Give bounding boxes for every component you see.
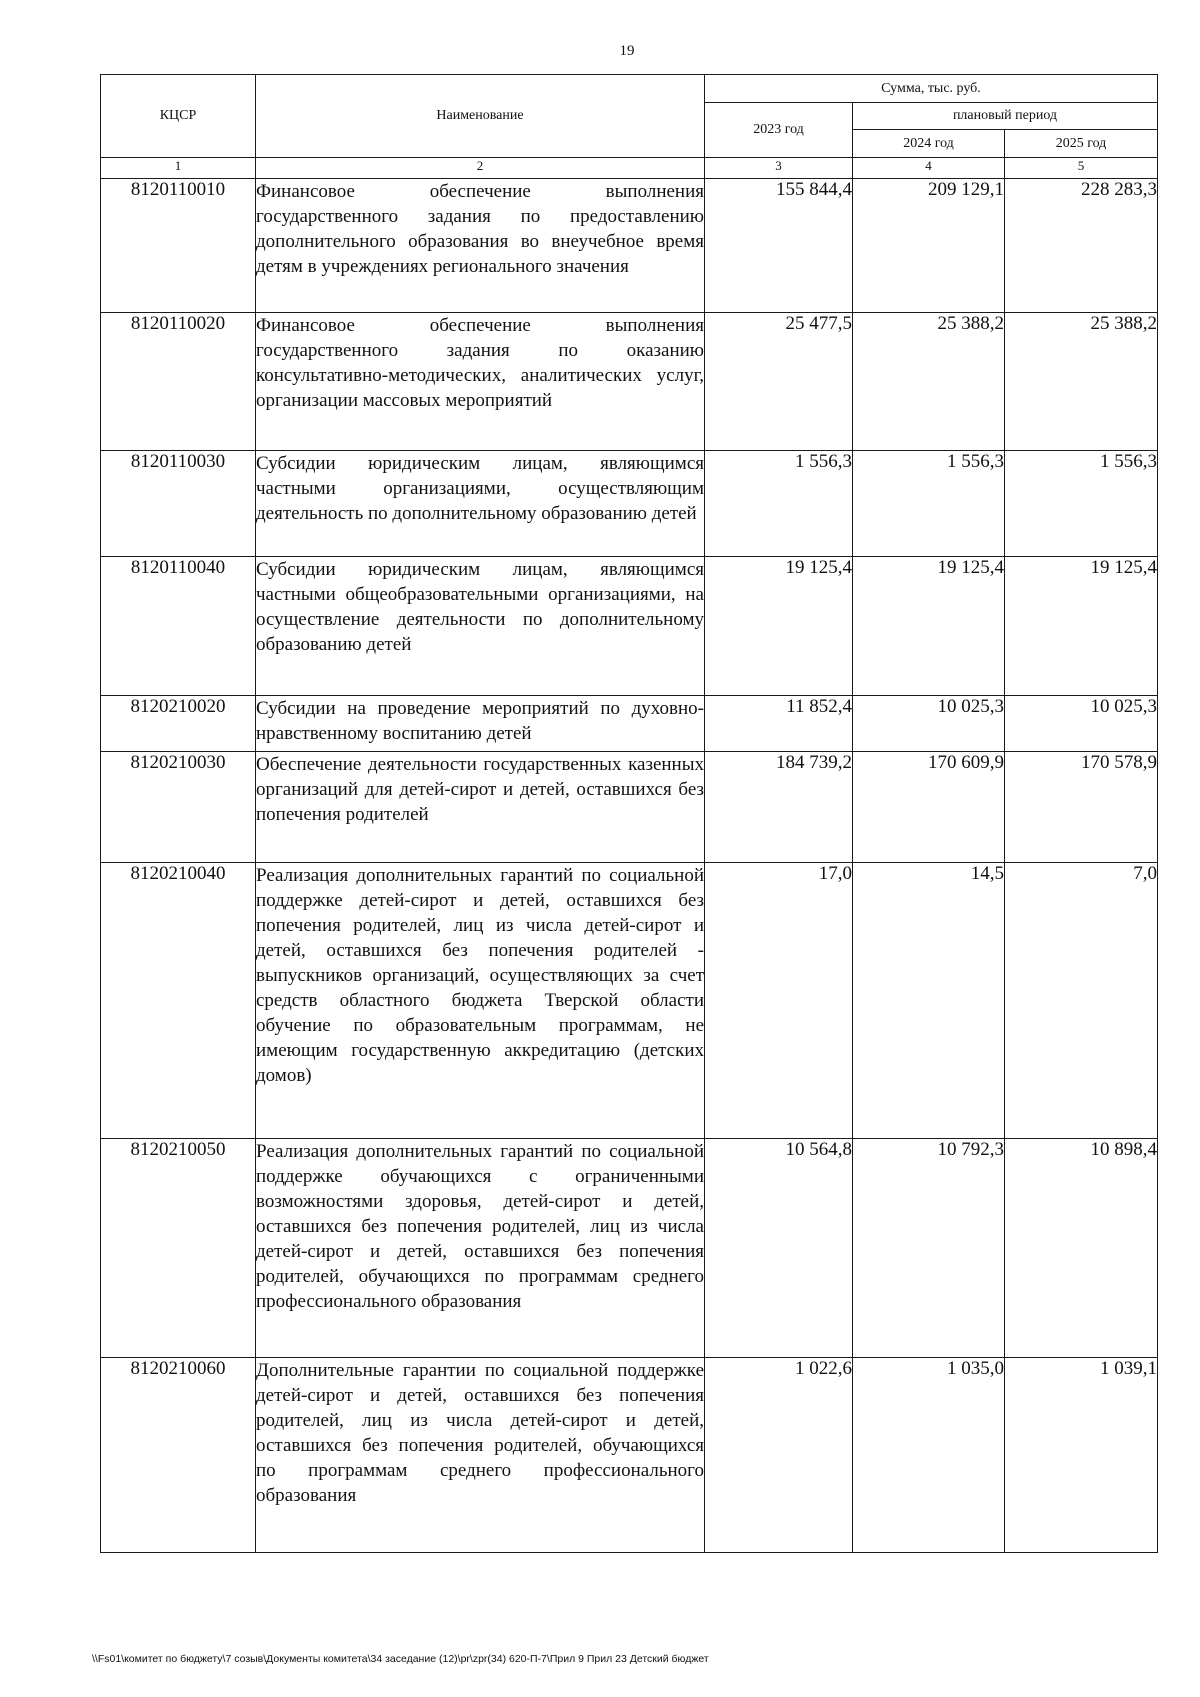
- row-value-2023: 184 739,2: [705, 752, 853, 863]
- row-value-2023: 1 022,6: [705, 1358, 853, 1553]
- row-value-2025: 25 388,2: [1005, 313, 1158, 451]
- row-value-2025: 10 025,3: [1005, 696, 1158, 752]
- row-value-2024: 14,5: [853, 863, 1005, 1139]
- table-row: [101, 1139, 1158, 1358]
- row-value-2024: 19 125,4: [853, 557, 1005, 696]
- header-code: КЦСР: [101, 75, 256, 158]
- column-number: 3: [705, 158, 853, 179]
- table-row: [101, 1358, 1158, 1553]
- row-name: Субсидии юридическим лицам, являющимся частными организациями, осуществляющим деятельность по дополнительному образованию детей: [256, 451, 705, 557]
- row-value-2024: 1 556,3: [853, 451, 1005, 557]
- row-value-2025: 10 898,4: [1005, 1139, 1158, 1358]
- row-value-2024: 25 388,2: [853, 313, 1005, 451]
- row-value-2023: 10 564,8: [705, 1139, 853, 1358]
- row-value-2024: 1 035,0: [853, 1358, 1005, 1553]
- row-name: Реализация дополнительных гарантий по социальной поддержке детей-сирот и детей, оставшихся без попечения родителей, лиц из числа детей-сирот и детей, оставшихся без попечения родителей - выпускников организаций, осуществляющих за счет средств областного бюджета Тверской области обучение по образовательным программам, не имеющим государственную аккредитацию (детских домов): [256, 863, 705, 1139]
- table-row: [101, 863, 1158, 1139]
- row-value-2025: 170 578,9: [1005, 752, 1158, 863]
- table-row: [101, 313, 1158, 451]
- row-code: 8120110020: [101, 313, 256, 451]
- row-value-2025: 19 125,4: [1005, 557, 1158, 696]
- row-name: Субсидии на проведение мероприятий по духовно-нравственному воспитанию детей: [256, 696, 705, 752]
- header-year-2023: 2023 год: [705, 103, 853, 158]
- row-code: 8120210050: [101, 1139, 256, 1358]
- table-body: [101, 158, 1158, 1553]
- row-value-2023: 1 556,3: [705, 451, 853, 557]
- header-amount: Сумма, тыс. руб.: [705, 75, 1158, 103]
- column-number: 5: [1005, 158, 1158, 179]
- row-code: 8120110040: [101, 557, 256, 696]
- table-row: [101, 752, 1158, 863]
- row-name: Субсидии юридическим лицам, являющимся частными общеобразовательными организациями, на осуществление деятельности по дополнительному образованию детей: [256, 557, 705, 696]
- row-value-2023: 25 477,5: [705, 313, 853, 451]
- row-code: 8120210060: [101, 1358, 256, 1553]
- budget-table: [100, 74, 1158, 1553]
- column-number-row: [101, 158, 1158, 179]
- row-value-2025: 7,0: [1005, 863, 1158, 1139]
- table-row: [101, 451, 1158, 557]
- row-code: 8120110030: [101, 451, 256, 557]
- row-value-2023: 17,0: [705, 863, 853, 1139]
- row-code: 8120210020: [101, 696, 256, 752]
- table-row: [101, 179, 1158, 313]
- row-value-2024: 209 129,1: [853, 179, 1005, 313]
- header-name: Наименование: [256, 75, 705, 158]
- row-value-2025: 1 039,1: [1005, 1358, 1158, 1553]
- row-value-2023: 11 852,4: [705, 696, 853, 752]
- row-name: Реализация дополнительных гарантий по социальной поддержке обучающихся с ограниченными возможностями здоровья, детей-сирот и детей, оставшихся без попечения родителей, лиц из числа детей-сирот и детей, оставшихся без попечения родителей, обучающихся по программам среднего профессионального образования: [256, 1139, 705, 1358]
- row-value-2023: 19 125,4: [705, 557, 853, 696]
- header-year-2024: 2024 год: [853, 130, 1005, 158]
- header-year-2025: 2025 год: [1005, 130, 1158, 158]
- row-value-2025: 228 283,3: [1005, 179, 1158, 313]
- footer-file-path: \\Fs01\комитет по бюджету\7 созыв\Документы комитета\34 заседание (12)\pr\zpr(34) 620-П-7\Прил 9 Прил 23 Детский бюджет: [92, 1653, 709, 1665]
- row-value-2024: 170 609,9: [853, 752, 1005, 863]
- column-number: 4: [853, 158, 1005, 179]
- row-code: 8120210040: [101, 863, 256, 1139]
- row-name: Обеспечение деятельности государственных казенных организаций для детей-сирот и детей, оставшихся без попечения родителей: [256, 752, 705, 863]
- row-code: 8120210030: [101, 752, 256, 863]
- row-value-2024: 10 025,3: [853, 696, 1005, 752]
- table-row: [101, 557, 1158, 696]
- table-row: [101, 696, 1158, 752]
- row-value-2024: 10 792,3: [853, 1139, 1005, 1358]
- page-number: 19: [619, 43, 635, 59]
- row-code: 8120110010: [101, 179, 256, 313]
- header-planning-period: плановый период: [853, 103, 1158, 130]
- row-value-2025: 1 556,3: [1005, 451, 1158, 557]
- column-number: 2: [256, 158, 705, 179]
- row-name: Финансовое обеспечение выполнения государственного задания по оказанию консультативно-методических, аналитических услуг, организации массовых мероприятий: [256, 313, 705, 451]
- row-value-2023: 155 844,4: [705, 179, 853, 313]
- row-name: Финансовое обеспечение выполнения государственного задания по предоставлению дополнительного образования во внеучебное время детям в учреждениях регионального значения: [256, 179, 705, 313]
- column-number: 1: [101, 158, 256, 179]
- row-name: Дополнительные гарантии по социальной поддержке детей-сирот и детей, оставшихся без попечения родителей, лиц из числа детей-сирот и детей, оставшихся без попечения родителей, обучающихся по программам среднего профессионального образования: [256, 1358, 705, 1553]
